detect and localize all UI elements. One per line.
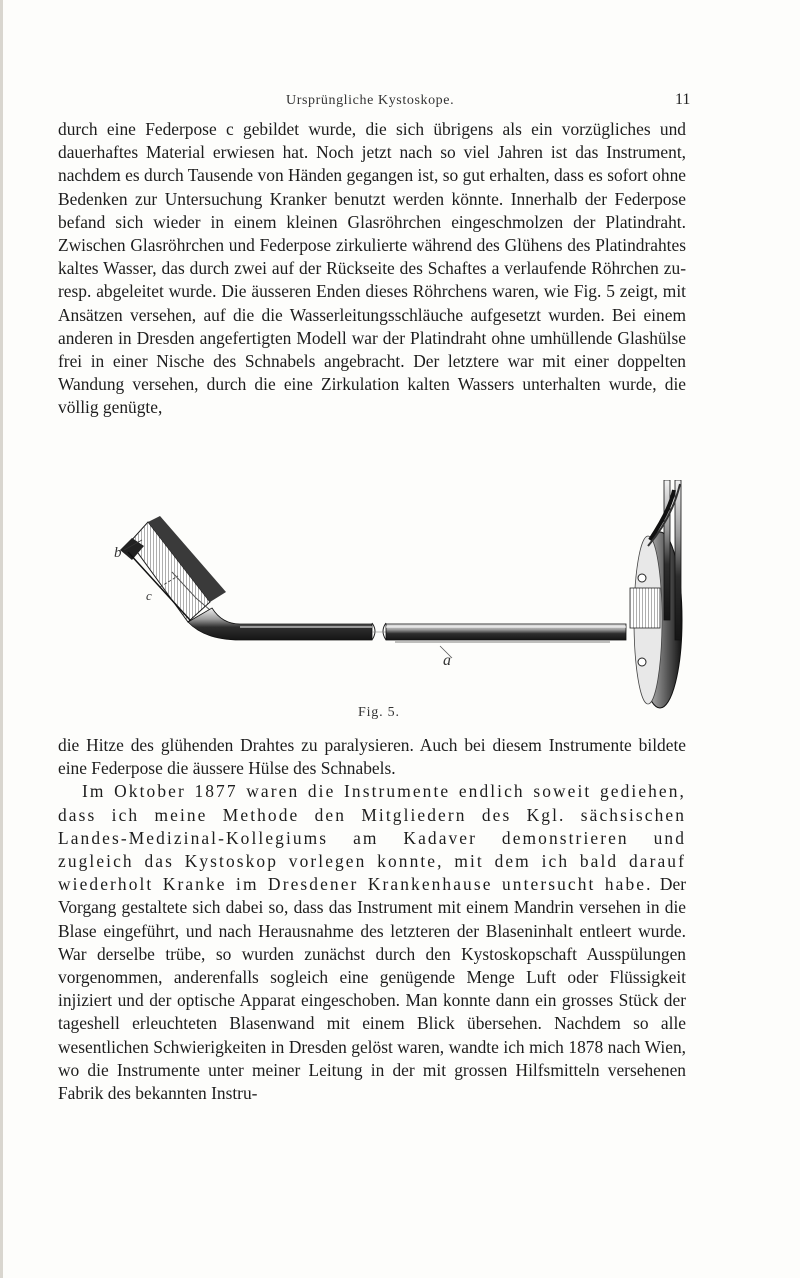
page-number: 11: [675, 91, 691, 108]
figure-label-a: a: [443, 652, 451, 669]
paragraph-continuation: die Hitze des glühenden Drahtes zu paralysieren. Auch bei diesem Instrumente bildete eine Federpose die äussere Hülse des Schnabels.: [58, 735, 686, 779]
shaft-left-segment: [188, 608, 372, 640]
running-title: Ursprüngliche Kystoskope.: [286, 93, 455, 108]
figure-5-cystoscope-illustration: [0, 480, 800, 720]
figure-label-c: c: [146, 588, 152, 603]
page-header: [0, 93, 800, 115]
paragraph-top: durch eine Federpose c gebildet wurde, die sich übrigens als ein vorzügliches und dauerhaftes Material erwiesen hat. Noch jetzt nach so viel Jahren ist das Instrument, nachdem es durch Tausende von Händen gegangen ist, so gut erhalten, dass es sofort ohne Bedenken zur Untersuchung Kranker benutzt werden könnte. Innerhalb der Federpose befand sich wieder in einem kleinen Glasröhrchen eingeschmolzen der Platindraht. Zwischen Glasröhrchen und Federpose zirkulierte während des Glühens des Platindrahtes kaltes Wasser, das durch zwei auf der Rückseite des Schaftes a verlaufende Röhrchen zu- resp. abgeleitet wurde. Die äusseren Enden dieses Röhrchens waren, wie Fig. 5 zeigt, mit Ansätzen versehen, auf die die Wasserleitungsschläuche aufgesetzt wurden. Bei einem anderen in Dresden angefertigten Modell war der Platindraht ohne umhüllende Glashülse frei in einer Nische des Schnabels angebracht. Der letztere war mit einer doppelten Wandung versehen, durch die eine Zirkulation kalten Wassers unterhalten wurde, die völlig genügte,: [58, 119, 686, 418]
figure-caption: Fig. 5.: [358, 705, 400, 720]
spaced-emphasis-text: Im Oktober 1877 waren die Instrumente endlich soweit gediehen, dass ich meine Methode den Mitgliedern des Kgl. sächsischen Landes-Medizinal-Kollegiums am Kadaver demonstrieren und zugleich das Kystoskop vorlegen konnte, mit dem ich bald darauf wiederholt Kranke im Dresdener Krankenhause untersucht habe.: [58, 781, 686, 895]
cystoscope-engraving: [0, 480, 800, 720]
shaft-right-segment: [386, 624, 626, 640]
paragraph-rest: Der Vorgang gestaltete sich dabei so, dass das Instrument mit einem Mandrin versehen in die Blase eingeführt, und nach Herausnahme des letzteren der Blaseninhalt entleert wurde. War derselbe trübe, so wurden zunächst durch den Kystoskopschaft Ausspülungen vorgenommen, anderenfalls sogleich eine genügende Menge Luft oder Flüssigkeit injiziert und der optische Apparat eingeschoben. Man konnte dann ein grosses Stück der tageshell erleuchteten Blasenwand mit einem Blick übersehen. Nachdem so alle wesentlichen Schwierigkeiten in Dresden gelöst waren, wandte ich mich 1878 nach Wien, wo die Instrumente unter meiner Leitung in der mit grossen Hilfsmitteln versehenen Fabrik des bekannten Instru-: [58, 874, 686, 1104]
shaft-break: [372, 623, 386, 640]
paragraph-bottom: [58, 734, 686, 1105]
beak-lamp-head: [120, 516, 226, 622]
figure-label-b: b: [114, 545, 122, 561]
